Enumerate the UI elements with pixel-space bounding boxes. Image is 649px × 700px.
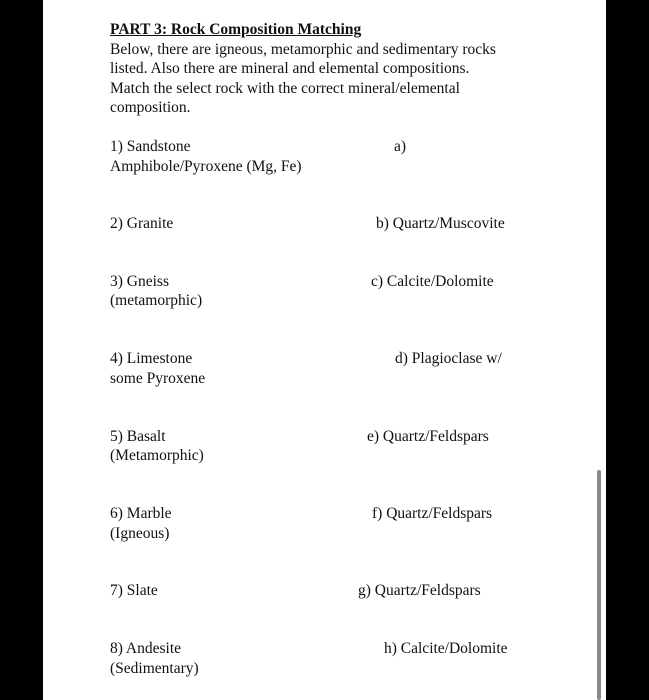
rock-item-2: 2) Granite [110,215,174,232]
rock-item-5-note: (Metamorphic) [110,447,204,464]
composition-option-e: e) Quartz/Feldspars [367,428,489,445]
rock-item-8: 8) Andesite [110,640,182,657]
instructions-line: Match the select rock with the correct mineral/elemental [110,79,460,97]
rock-item-1: 1) Sandstone [110,138,191,155]
rock-item-6-note: (Igneous) [110,525,170,542]
composition-option-a: a) [394,138,407,155]
instructions-paragraph [110,40,530,117]
rock-item-4: 4) Limestone [110,350,193,367]
composition-option-h: h) Calcite/Dolomite [384,640,508,657]
vertical-scrollbar[interactable] [597,470,601,700]
rock-item-4-note: some Pyroxene [110,370,206,387]
instructions-line: composition. [110,98,191,116]
composition-option-b: b) Quartz/Muscovite [376,215,505,232]
rock-item-5: 5) Basalt [110,428,166,445]
rock-item-1-note: Amphibole/Pyroxene (Mg, Fe) [110,158,302,175]
rock-item-8-note: (Sedimentary) [110,660,199,677]
composition-option-f: f) Quartz/Feldspars [372,505,493,522]
rock-item-3: 3) Gneiss [110,273,169,290]
rock-item-6: 6) Marble [110,505,172,522]
rock-item-3-note: (metamorphic) [110,292,203,309]
rock-item-7: 7) Slate [110,582,158,599]
composition-option-c: c) Calcite/Dolomite [371,273,494,290]
composition-option-d: d) Plagioclase w/ [395,350,502,367]
section-title: PART 3: Rock Composition Matching [110,21,362,38]
composition-option-g: g) Quartz/Feldspars [358,582,481,599]
instructions-line: Below, there are igneous, metamorphic and sedimentary rocks [110,41,496,58]
instructions-line: listed. Also there are mineral and elemental compositions. [110,60,470,78]
